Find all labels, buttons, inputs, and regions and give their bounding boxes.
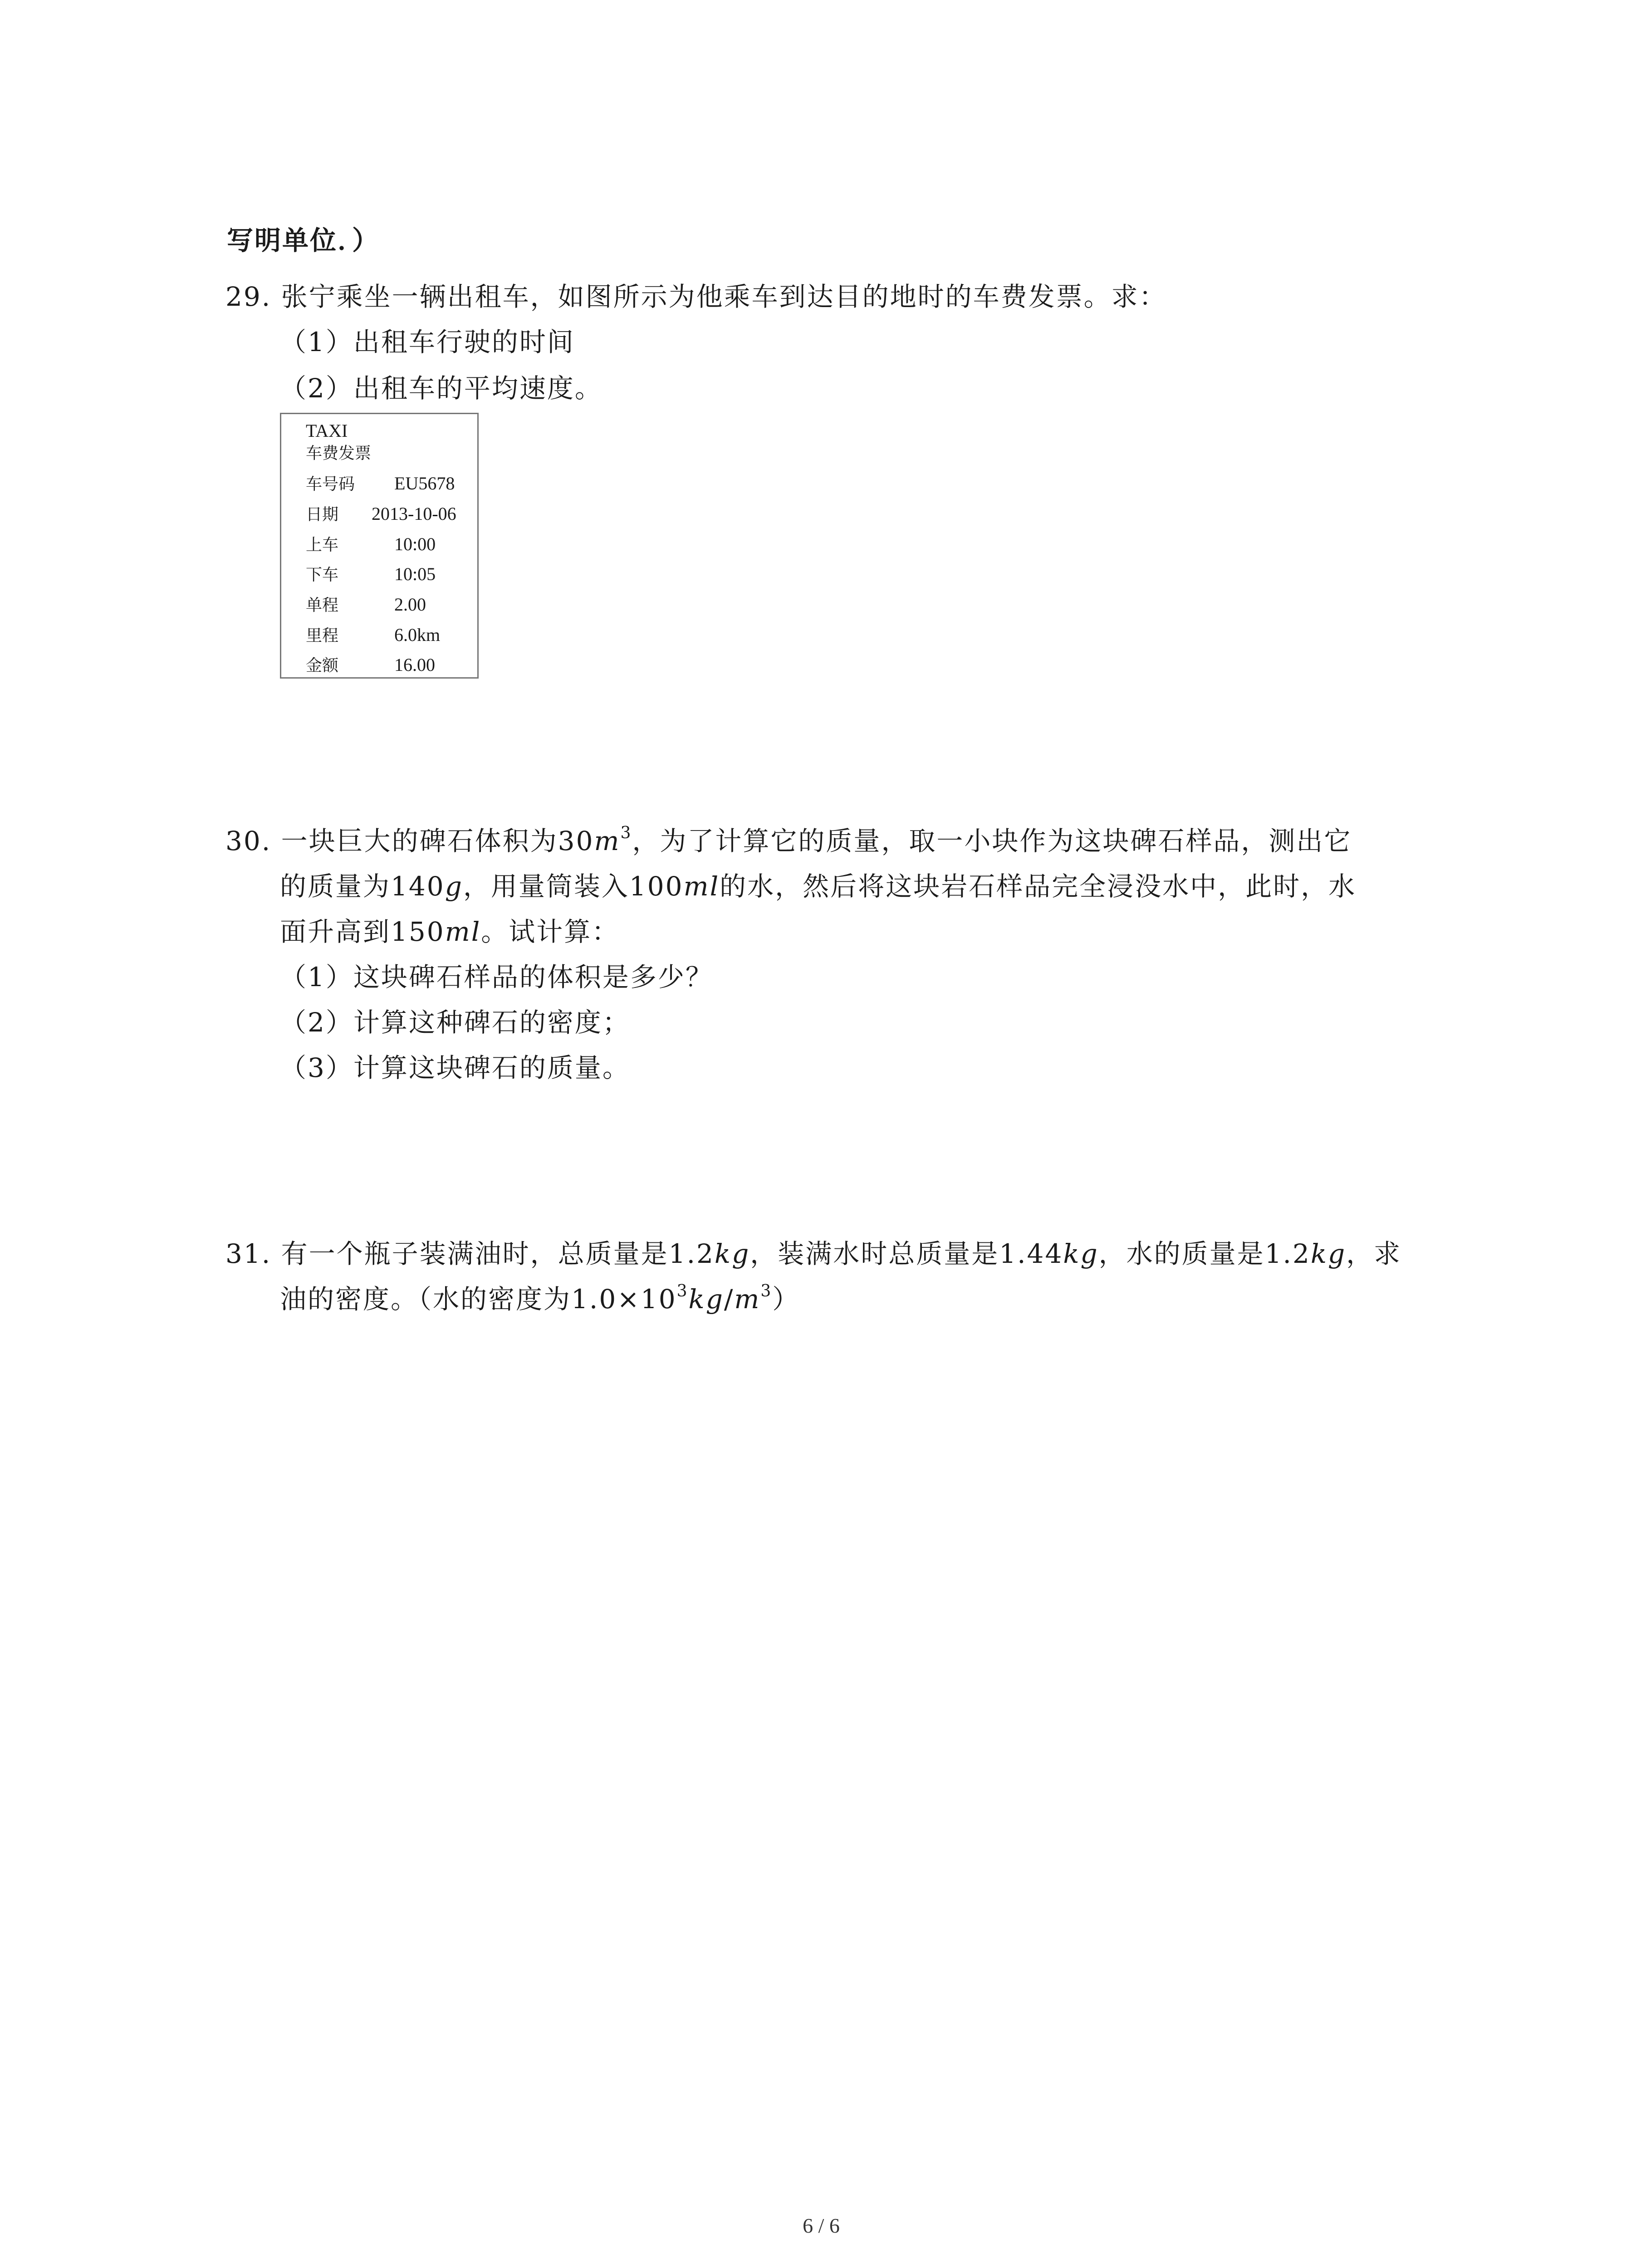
receipt-value: 16.00 bbox=[394, 655, 435, 675]
receipt-label: 上车 bbox=[306, 536, 339, 554]
receipt-label: 单程 bbox=[306, 596, 339, 615]
text: ） bbox=[772, 1284, 800, 1315]
text: 。试计算： bbox=[481, 916, 620, 947]
taxi-receipt bbox=[280, 413, 479, 679]
text: 面升高到150 bbox=[280, 916, 445, 947]
receipt-subtitle: 车费发票 bbox=[306, 444, 372, 463]
text: ，装满水时总质量是1.44 bbox=[750, 1238, 1063, 1269]
question-29-part-1: （1）出租车行驶的时间 bbox=[280, 327, 575, 357]
exponent: 3 bbox=[620, 824, 632, 842]
receipt-label: 日期 bbox=[306, 505, 339, 524]
receipt-value: 2.00 bbox=[394, 594, 426, 615]
receipt-row-unit-price bbox=[306, 593, 469, 617]
receipt-row-alight bbox=[306, 563, 469, 587]
page-number: 6 / 6 bbox=[803, 2214, 840, 2237]
text: 31. 有一个瓶子装满油时，总质量是1.2 bbox=[225, 1238, 715, 1269]
receipt-title: TAXI bbox=[306, 420, 348, 441]
receipt-label: 下车 bbox=[306, 566, 339, 584]
question-30-line-1 bbox=[225, 823, 1352, 859]
question-30-part-3: （3）计算这块碑石的质量。 bbox=[280, 1052, 630, 1083]
receipt-row-date bbox=[306, 503, 469, 526]
receipt-label: 里程 bbox=[306, 626, 339, 645]
question-29-stem: 29. 张宁乘坐一辆出租车，如图所示为他乘车到达目的地时的车费发票。求： bbox=[225, 281, 1167, 312]
text: 的质量为140 bbox=[280, 871, 445, 902]
receipt-label: 车号码 bbox=[306, 475, 355, 494]
question-31-line-2 bbox=[280, 1281, 800, 1317]
receipt-row-amount bbox=[306, 654, 469, 677]
unit: kg bbox=[1063, 1238, 1099, 1269]
unit: ml bbox=[683, 871, 720, 902]
text: ，为了计算它的质量，取一小块作为这块碑石样品，测出它 bbox=[632, 826, 1352, 856]
question-30-part-1: （1）这块碑石样品的体积是多少？ bbox=[280, 962, 713, 992]
exponent: 3 bbox=[676, 1282, 689, 1300]
receipt-row-distance bbox=[306, 624, 469, 647]
unit: kg bbox=[714, 1238, 750, 1269]
unit: ml bbox=[445, 916, 481, 947]
question-30-line-3 bbox=[280, 914, 619, 950]
question-30-part-2: （2）计算这种碑石的密度； bbox=[280, 1007, 630, 1038]
text: 油的密度。（水的密度为1.0×10 bbox=[280, 1284, 677, 1315]
unit: kg bbox=[1310, 1238, 1347, 1269]
text: ，水的质量是1.2 bbox=[1098, 1238, 1311, 1269]
receipt-value: 2013-10-06 bbox=[372, 503, 456, 524]
exponent: 3 bbox=[760, 1282, 773, 1300]
question-31-line-1 bbox=[225, 1236, 1401, 1272]
receipt-value: 6.0km bbox=[394, 625, 441, 645]
receipt-row-board bbox=[306, 533, 469, 557]
unit: g bbox=[445, 871, 463, 902]
text: ，求 bbox=[1346, 1238, 1402, 1269]
receipt-value: 10:05 bbox=[394, 564, 436, 584]
question-29-part-2: （2）出租车的平均速度。 bbox=[280, 373, 603, 404]
unit: m bbox=[734, 1284, 761, 1315]
text: 30. 一块巨大的碑石体积为30 bbox=[225, 826, 594, 856]
receipt-row-plate bbox=[306, 472, 469, 496]
unit: kg bbox=[688, 1284, 724, 1315]
receipt-value: 10:00 bbox=[394, 534, 436, 554]
text: 的水，然后将这块岩石样品完全浸没水中，此时，水 bbox=[720, 871, 1357, 902]
header-fragment: 写明单位．） bbox=[227, 225, 380, 256]
text: ，用量筒装入100 bbox=[463, 871, 684, 902]
receipt-value: EU5678 bbox=[394, 473, 455, 494]
text: / bbox=[724, 1284, 735, 1315]
question-30-line-2 bbox=[280, 868, 1356, 904]
unit: m bbox=[594, 826, 621, 856]
receipt-label: 金额 bbox=[306, 656, 339, 675]
